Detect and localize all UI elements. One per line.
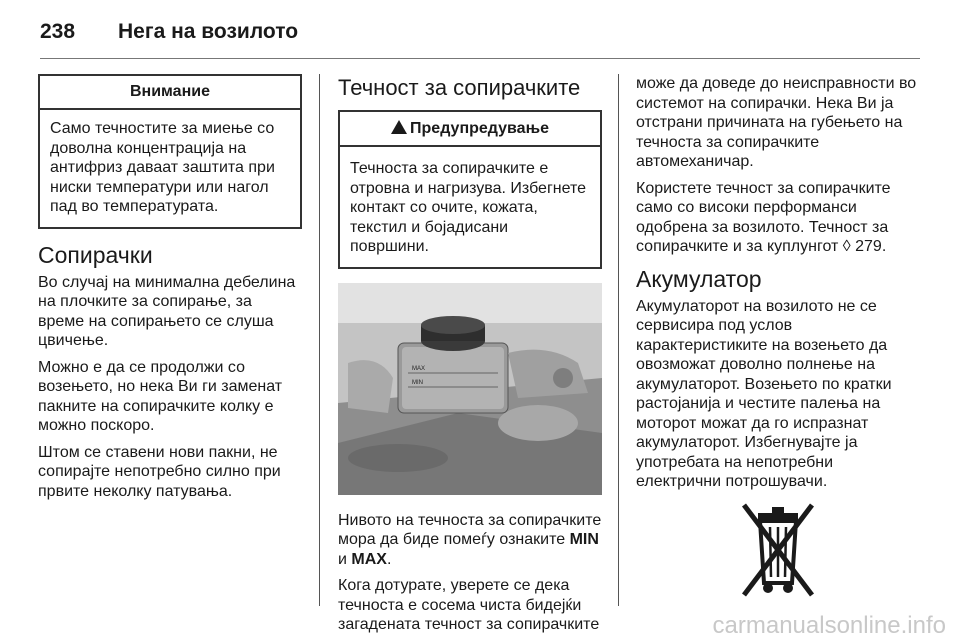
- min-mark: MIN: [569, 531, 599, 548]
- page-title: Нега на возилото: [118, 20, 299, 43]
- fluid-level-text: Нивото на течноста за сопирачките мора да биде помеѓу ознаките MIN и MAX.: [338, 511, 602, 568]
- column-divider: [319, 74, 320, 606]
- topup-text: Кога дотурате, уверете се дека течноста е сосема чиста бидејќи загадената течност за сопирачките: [338, 577, 600, 633]
- warning-text: Течноста за сопирачките е отровна и нагризува. Избегнете контакт со очите, кожата, текстил и бојадисани површини.: [350, 160, 587, 255]
- recycle-symbol-wrap: [636, 499, 920, 599]
- warning-header: [340, 112, 600, 147]
- engine-bay-illustration: [338, 283, 602, 495]
- column-right: [636, 74, 920, 599]
- photo-label-min: MIN: [412, 379, 423, 386]
- brakes-paragraph-3: Штом се ставени нови пакни, не сопирајте непотребно силно при првите неколку патувања.: [38, 443, 281, 500]
- battery-heading: Акумулатор: [636, 265, 762, 292]
- header-rule: [40, 58, 920, 59]
- brakes-paragraph-2: Можно е да се продолжи со возењето, но нека Ви ги заменат пакните на сопирачките колку е можно поскоро.: [38, 358, 283, 434]
- continuation-text: може да доведе до неисправности во системот на сопирачки. Нека Ви ја отстрани причината на губењето на течноста за сопирачките автомеханичар.: [636, 75, 917, 170]
- photo-label-max: MAX: [412, 365, 426, 372]
- notice-title: Внимание: [40, 76, 300, 110]
- brakes-paragraph-1: Во случај на минимална дебелина на плочките за сопирање, за време на сопирањето се слуша цвичење.: [38, 273, 296, 349]
- page-number: 238: [40, 20, 76, 43]
- crossed-bin-icon: [736, 499, 820, 599]
- notice-text: Само течностите за миење со доволна концентрација на антифриз даваат заштита при ниски температури или нагол пад во температурата.: [50, 120, 275, 215]
- column-middle: [338, 74, 602, 642]
- watermark: carmanualsonline.info: [712, 612, 946, 639]
- notice-box: [38, 74, 302, 229]
- warning-box: [338, 110, 602, 269]
- fluid-usage-text: Користете течност за сопирачките само со високи перформанси одобрена за возилото. Течност за сопирачките и за куплунгот ◊ 279.: [636, 179, 891, 255]
- page-header: [40, 20, 298, 44]
- page-reference-arrow-icon: ◊: [842, 238, 851, 255]
- column-left: [38, 74, 302, 508]
- brakes-heading: Сопирачки: [38, 241, 153, 268]
- brake-fluid-heading: Течност за сопирачките: [338, 75, 581, 100]
- column-divider: [618, 74, 619, 606]
- max-mark: MAX: [351, 550, 387, 568]
- page-reference[interactable]: 279.: [850, 238, 887, 255]
- battery-text: Акумулаторот на возилото не се сервисира под услов карактеристиките на возењето да овозможат доволно полнење на акумулаторот. Возењето по кратки растојанија и честите палења на моторот можат да го испразнат акумулаторот. Избегнувајте ја употребата на непотребни електрични потрошувачи.: [636, 297, 892, 490]
- warning-title: Предупредување: [410, 120, 549, 137]
- brake-fluid-reservoir-photo: [338, 283, 602, 495]
- warning-triangle-icon: [391, 120, 407, 134]
